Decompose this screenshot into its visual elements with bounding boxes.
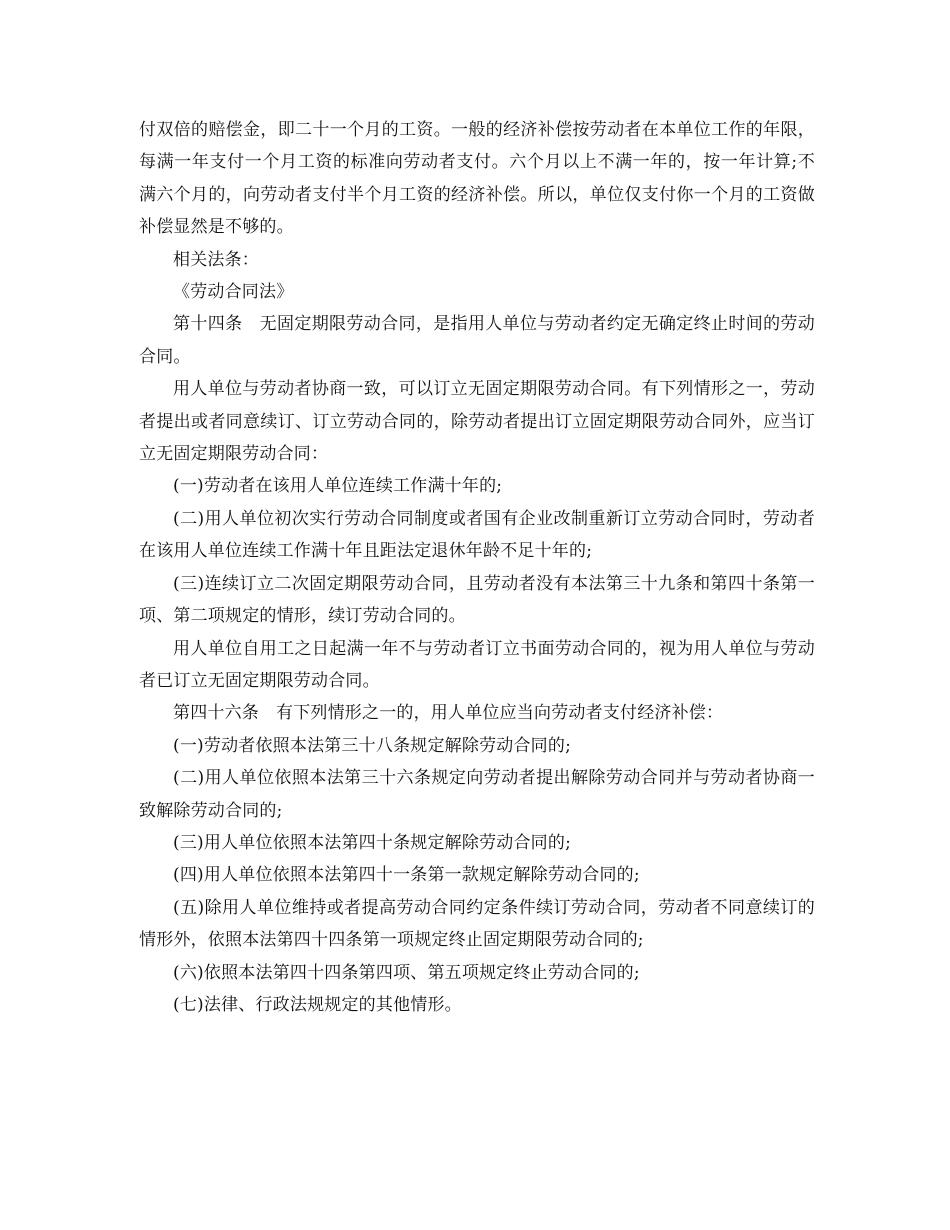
paragraph: 相关法条： bbox=[173, 249, 259, 270]
article-number: 第四十六条 bbox=[173, 703, 259, 724]
list-item: (三)用人单位依照本法第四十条规定解除劳动合同的; bbox=[173, 832, 571, 853]
paragraph: 付双倍的赔偿金，即二十一个月的工资。一般的经济补偿按劳动者在本单位工作的年限，每满一年支付一个月工资的标准向劳动者支付。六个月以上不满一年的，按一年计算;不满六个月的，向劳动者支付半个月工资的经济补偿。所以，单位仅支付你一个月的工资做补偿显然是不够的。 bbox=[139, 120, 815, 238]
list-item: (一)劳动者在该用人单位连续工作满十年的; bbox=[173, 476, 503, 497]
article-text: 有下列情形之一的，用人单位应当向劳动者支付经济补偿： bbox=[276, 703, 724, 724]
document-body bbox=[139, 114, 815, 1021]
list-item: (二)用人单位依照本法第三十六条规定向劳动者提出解除劳动合同并与劳动者协商一致解除劳动合同的; bbox=[139, 768, 815, 821]
law-title: 《劳动合同法》 bbox=[173, 282, 294, 303]
list-item: (二)用人单位初次实行劳动合同制度或者国有企业改制重新订立劳动合同时，劳动者在该用人单位连续工作满十年且距法定退休年龄不足十年的; bbox=[139, 508, 815, 562]
article-text: 无固定期限劳动合同，是指用人单位与劳动者约定无确定终止时间的劳动合同。 bbox=[139, 314, 815, 367]
list-item: (四)用人单位依照本法第四十一条第一款规定解除劳动合同的; bbox=[173, 865, 640, 886]
paragraph: 用人单位自用工之日起满一年不与劳动者订立书面劳动合同的，视为用人单位与劳动者已订立无固定期限劳动合同。 bbox=[139, 638, 815, 691]
article-paragraph bbox=[139, 308, 815, 373]
list-item: (七)法律、行政法规规定的其他情形。 bbox=[173, 994, 462, 1015]
paragraph: 用人单位与劳动者协商一致，可以订立无固定期限劳动合同。有下列情形之一，劳动者提出或者同意续订、订立劳动合同的，除劳动者提出订立固定期限劳动合同外，应当订立无固定期限劳动合同： bbox=[139, 379, 815, 465]
article-paragraph bbox=[139, 697, 815, 729]
list-item: (五)除用人单位维持或者提高劳动合同约定条件续订劳动合同，劳动者不同意续订的情形外，依照本法第四十四条第一项规定终止固定期限劳动合同的; bbox=[139, 897, 815, 951]
list-item: (六)依照本法第四十四条第四项、第五项规定终止劳动合同的; bbox=[173, 962, 640, 983]
list-item: (三)连续订立二次固定期限劳动合同，且劳动者没有本法第三十九条和第四十条第一项、第二项规定的情形，续订劳动合同的。 bbox=[139, 573, 815, 627]
article-number: 第十四条 bbox=[173, 314, 243, 335]
list-item: (一)劳动者依照本法第三十八条规定解除劳动合同的; bbox=[173, 735, 571, 756]
